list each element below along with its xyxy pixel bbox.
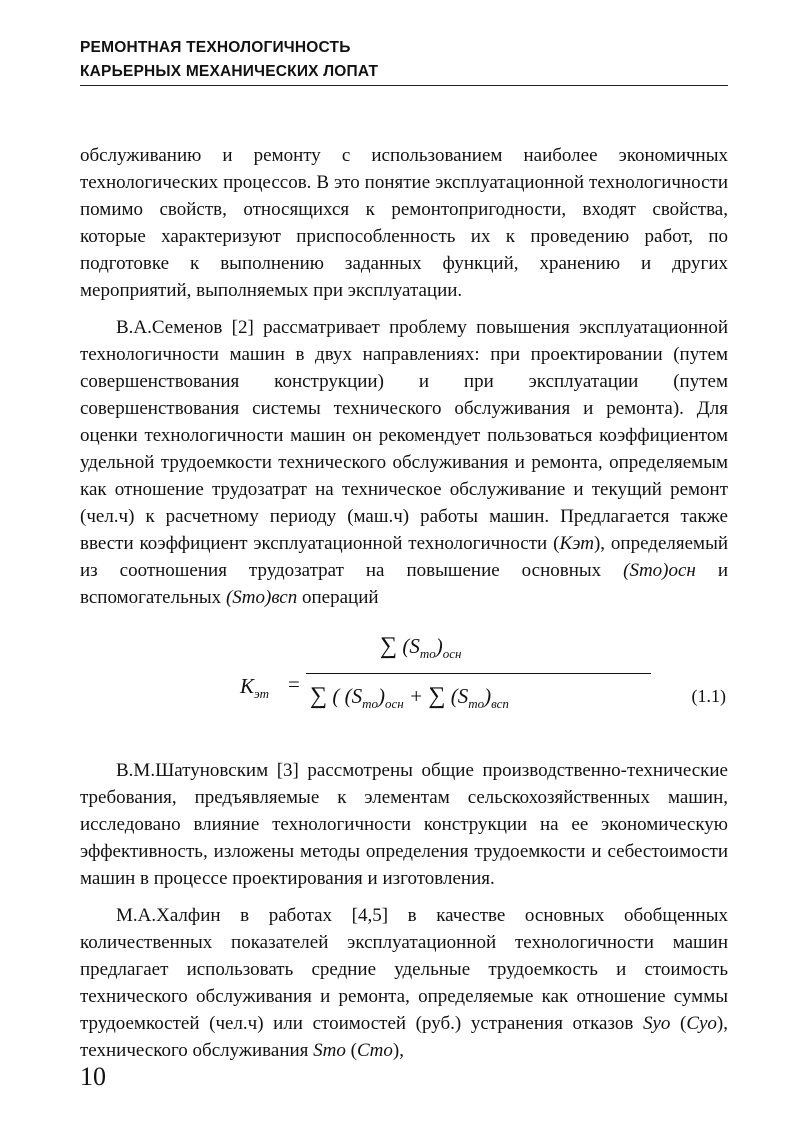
den-sub-to-2: то [468, 696, 485, 711]
num-sub-to: то [419, 646, 436, 661]
header-rule [80, 85, 728, 86]
p2-end: операций [297, 587, 379, 608]
p4-cmo: Cmo [356, 1040, 393, 1061]
running-header [80, 36, 728, 84]
den-open-2: (S [445, 684, 469, 708]
p4-smo: Smo [313, 1040, 346, 1061]
den-sub-to: то [362, 696, 378, 711]
header-line-2: КАРЬЕРНЫХ МЕХАНИЧЕСКИХ ЛОПАТ [80, 63, 379, 80]
formula-lhs-base: K [240, 674, 255, 698]
p4-syo: Syo [642, 1013, 671, 1034]
p2-s-osn: (Sто)осн [623, 560, 696, 581]
page-body [80, 142, 728, 1064]
p2-k-symbol: Kэт [559, 533, 594, 554]
paragraph-4 [80, 902, 728, 1064]
p2-s-vsp: (Sто)всп [225, 587, 298, 608]
p4-open-1: ( [670, 1013, 687, 1034]
den-sub-osn: осн [385, 696, 404, 711]
p4-text: М.А.Халфин в работах [4,5] в качестве основных обобщенных количественных показателей эксплуатационной технологичности машин предлагает использовать средние удельные трудоемкость и стоимость технического обслуживания и ремонта, определяемые как отношение суммы трудоемкостей (чел.ч) или стоимостей (руб.) устранения отказов [80, 905, 728, 1034]
p4-open-2: ( [345, 1040, 357, 1061]
den-open: ( (S [327, 684, 363, 708]
den-close-2: ) [484, 684, 492, 708]
p4-cyo: Cyo [686, 1013, 717, 1034]
formula-block [80, 625, 728, 743]
sigma-symbol: ∑ [428, 683, 446, 709]
paragraph-1: обслуживанию и ремонту с использованием наиболее экономичных технологических процессов. В это понятие эксплуатационной технологичности помимо свойств, относящихся к ремонтопригодности, входят свойства, которые характеризуют приспособленность их к проведению работ, по подготовке к выполнению заданных функций, хранению и других мероприятий, выполняемых при эксплуатации. [80, 145, 728, 301]
fraction-bar [306, 673, 651, 674]
den-sub-vsp: всп [491, 696, 509, 711]
p2-and: и вспомогательных [80, 560, 729, 608]
page-number: 10 [80, 1062, 106, 1091]
p4-mid: ), технического обслуживания [80, 1013, 728, 1061]
paragraph-2 [80, 314, 728, 611]
den-plus: + [403, 684, 429, 708]
sigma-symbol: ∑ [310, 683, 328, 709]
formula-lhs [240, 673, 269, 707]
p2-text: В.А.Семенов [2] рассматривает проблему повышения эксплуатационной технологичности машин в двух направлениях: при проектировании (путем совершенствования конструкции) и при эксплуатации (путем совершенствования системы технического обслуживания и ремонта). Для оценки технологичности машин он рекомендует пользоваться коэффициентом удельной трудоемкости технического обслуживания и ремонта, определяемым как отношение трудозатрат на техническое обслуживание и текущий ремонт (чел.ч) к расчетному периоду (маш.ч) работы машин. Предлагается также ввести коэффициент эксплуатационной технологичности ( [80, 317, 728, 554]
sigma-symbol: ∑ [380, 633, 398, 659]
p2-mid: ), определяемый из соотношения трудозатрат на повышение основных [80, 533, 728, 581]
p4-end: ), [392, 1040, 404, 1061]
header-line-1: РЕМОНТНАЯ ТЕХНОЛОГИЧНОСТЬ [80, 39, 351, 56]
formula-equals: = [288, 672, 300, 696]
formula-denominator [310, 683, 509, 717]
num-open: (S [397, 634, 420, 658]
paragraph-3: В.М.Шатуновским [3] рассмотрены общие производственно-технические требования, предъявляемые к элементам сельскохозяйственных машин, исследовано влияние технологичности конструкции на ее экономическую эффективность, изложены методы определения трудоемкости и себестоимости машин в процессе проектирования и изготовления. [80, 760, 728, 889]
num-sub-osn: осн [442, 646, 462, 661]
formula-numerator [380, 633, 461, 667]
formula-number: (1.1) [691, 686, 726, 706]
formula-lhs-sub: эт [254, 686, 269, 701]
num-close: ) [435, 634, 443, 658]
den-close-1: ) [378, 684, 385, 708]
